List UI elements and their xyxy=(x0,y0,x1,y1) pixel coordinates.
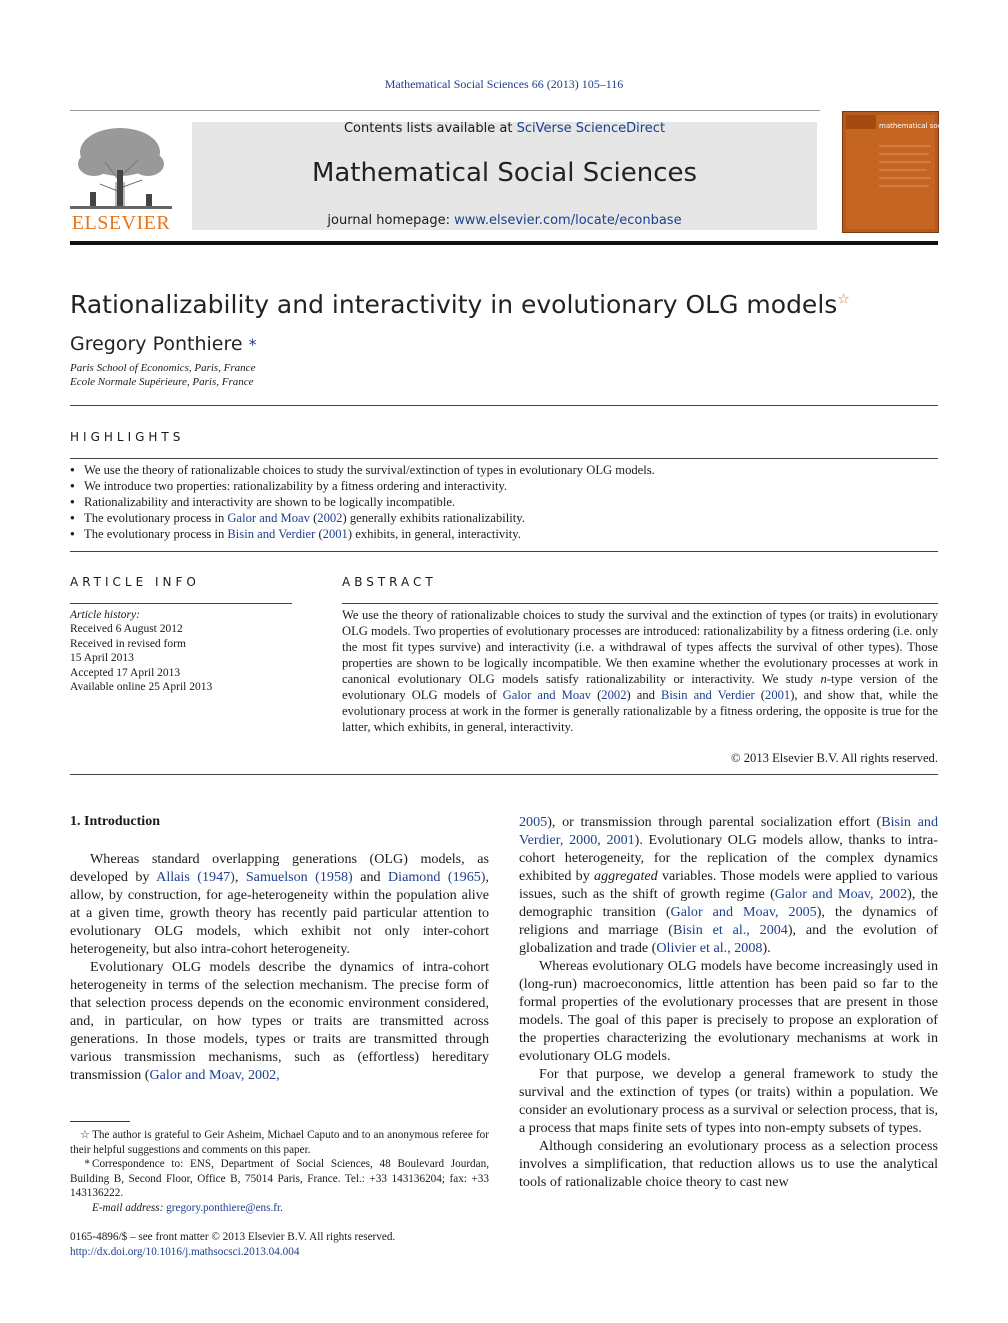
history-label: Article history: xyxy=(70,609,140,621)
header-thick-divider xyxy=(70,241,938,245)
highlight-item: ● The evolutionary process in Bisin and Verdier (2001) exhibits, in general, interactivity. xyxy=(70,526,938,542)
highlight-item: ● The evolutionary process in Galor and Moav (2002) generally exhibits rationalizability. xyxy=(70,510,938,526)
highlight-item: ● Rationalizability and interactivity are shown to be logically incompatible. xyxy=(70,494,938,510)
ref-galor-moav-year[interactable]: 2002 xyxy=(317,511,343,525)
star-footnote-marker[interactable]: ☆ xyxy=(837,291,850,308)
paragraph-text: ). xyxy=(762,940,771,956)
abstract-divider xyxy=(342,603,938,604)
journal-cover-thumbnail[interactable] xyxy=(842,111,982,233)
abstract-text-part: We use the theory of rationalizable choices to study the survival and the extinction of types (or traits) in evolutionary OLG models. Two properties of evolutionary processes are introduced: rationalizability by a fitness ordering (i.e. only the most fit types survive) and interactivity (i.e. a withdrawal of types affects the survival of other types). Those properties are shown to be logically incompatible. We then examine whether the evolutionary processes at work in canonical evolutionary OLG models satisfy rationalizability or interactivity. We study xyxy=(342,608,938,686)
body-column-left xyxy=(70,850,489,1084)
ref-bisin-verdier-year[interactable]: 2001 xyxy=(322,527,348,541)
contents-prefix: Contents lists available at xyxy=(343,121,517,136)
divider xyxy=(70,551,938,552)
highlight-item: ● We use the theory of rationalizable choices to study the survival/extinction of types in evolutionary OLG models. xyxy=(70,462,938,478)
paragraph xyxy=(70,958,489,1084)
homepage-prefix: journal homepage: xyxy=(327,213,455,228)
copyright-notice: © 2013 Elsevier B.V. All rights reserved. xyxy=(731,751,938,765)
footnote-text: Correspondence to: ENS, Department of Social Sciences, 48 Boulevard Jourdan, Building B, Second Floor, Office B, 75014 Paris, France. Tel.: +33 143136204; fax: +33 143136222. xyxy=(70,1158,489,1200)
ref-galor-moav[interactable]: Galor and Moav xyxy=(227,511,310,525)
footnote-marker: ☆ xyxy=(79,1129,90,1141)
sciencedirect-link[interactable]: SciVerse ScienceDirect xyxy=(516,121,666,136)
corresponding-author-marker[interactable]: * xyxy=(248,335,257,354)
abstract-italic-n: n xyxy=(820,672,827,686)
body-column-right xyxy=(519,813,938,1191)
paragraph-text: , allow, by construction, for age-heterogeneity within the population alive at a given time, growth theory has recently paid particular attention to evolutionary OLG models, which exhibit not only inter-cohort heterogeneity, but also intra-cohort heterogeneity. xyxy=(70,869,490,957)
history-line: Received 6 August 2012 xyxy=(70,623,183,636)
ref-allais[interactable]: Allais (1947) xyxy=(156,869,235,885)
paragraph-text: variables. Those models were applied to various issues, such as the shift of growth regime ( xyxy=(519,868,938,902)
history-line: 15 April 2013 xyxy=(70,652,134,665)
highlight-text: generally exhibits rationalizability. xyxy=(346,511,525,525)
journal-reference[interactable]: Mathematical Social Sciences 66 (2013) 105–116 xyxy=(384,77,624,91)
author-name xyxy=(70,333,257,355)
paragraph: Although considering an evolutionary process as a selection process involves a simplification, that reduction allows us to use the analytical tools of rationalizable choice theory to cast new xyxy=(519,1138,938,1190)
paragraph-text: and xyxy=(352,869,388,885)
paragraph: For that purpose, we develop a general framework to study the survival and the extinction of types (or traits) within a population. We consider an evolutionary process as a survival or selection process, that is, a process that maps finite sets of types into non-empty subsets of types. xyxy=(519,1066,938,1136)
paragraph-text: ), the demographic transition ( xyxy=(519,886,938,920)
author-email-link[interactable]: gregory.ponthiere@ens.fr xyxy=(166,1201,281,1214)
abstract-text-part: and xyxy=(630,688,661,702)
paragraph-text: ). Evolutionary OLG models allow, thanks to intra-cohort heterogeneity, for the replication of the complex dynamics exhibited by xyxy=(519,832,938,884)
paragraph-text: Evolutionary OLG models describe the dynamics of intra-cohort heterogeneity in terms of the selection mechanism. The precise form of that selection process depends on the economic environment considered, and, in particular, on how types or traits are transmitted across generations. In those models, types or traits are transmitted through various transmission mechanisms, such as (effortless) hereditary transmission ( xyxy=(70,959,489,1083)
footnote-text: The author is grateful to Geir Asheim, Michael Caputo and to an anonymous referee for their helpful suggestions and comments on this paper. xyxy=(70,1129,489,1156)
author-name-text: Gregory Ponthiere xyxy=(70,333,243,355)
ref-galor-moav-2005[interactable]: 2005 xyxy=(519,814,548,830)
history-line: Accepted 17 April 2013 xyxy=(70,666,181,679)
divider xyxy=(70,774,938,775)
footnote-1 xyxy=(70,1128,489,1157)
footnote-2 xyxy=(70,1157,489,1201)
ref-bisin-verdier-year[interactable]: 2001 xyxy=(765,688,791,702)
ref-galor-moav[interactable]: Galor and Moav xyxy=(502,688,592,702)
ref-galor-moav-2002[interactable]: Galor and Moav, 2002, xyxy=(149,1067,280,1083)
abstract-heading: ABSTRACT xyxy=(342,575,437,589)
footnote-marker: * xyxy=(84,1158,90,1171)
ref-bisin-et-al[interactable]: Bisin et al., 2004 xyxy=(672,922,788,938)
ref-bisin-verdier[interactable]: Bisin and Verdier xyxy=(227,527,316,541)
history-line: Received in revised form xyxy=(70,637,186,650)
affiliation-2: Ecole Normale Supérieure, Paris, France xyxy=(70,376,254,388)
footnotes xyxy=(70,1128,489,1216)
ref-galor-moav-2002[interactable]: Galor and Moav, 2002 xyxy=(774,886,908,902)
paragraph: Whereas standard overlapping generations (OLG) models, as developed by Allais (1947), Samuelson (1958) and Diamond (1965), allow, by construction, for age-heterogeneity within the population alive at a given time, growth theory has recently paid particular attention to evolutionary OLG models, which exhibit not only inter-cohort heterogeneity, but also intra-cohort heterogeneity. xyxy=(70,851,490,957)
paragraph-text: Whereas standard overlapping generations (OLG) models, as developed by xyxy=(70,851,489,885)
contents-line xyxy=(192,121,817,136)
ref-samuelson[interactable]: Samuelson (1958) xyxy=(245,869,353,885)
abstract-text-part: -type version of the evolutionary OLG models of xyxy=(342,672,938,702)
highlight-text: exhibits, in general, interactivity. xyxy=(352,527,521,541)
highlight-text: The evolutionary process in xyxy=(84,511,228,525)
doi-link[interactable]: http://dx.doi.org/10.1016/j.mathsocsci.2013.04.004 xyxy=(70,1245,300,1258)
highlights-list xyxy=(70,462,938,542)
italic-text: aggregated xyxy=(594,868,658,884)
section-heading-introduction: 1. Introduction xyxy=(70,814,160,829)
ref-galor-moav-year[interactable]: 2002 xyxy=(601,688,627,702)
abstract-text-part: , and show that, while the evolutionary process at work in the former is generally rationalizable by a fitness ordering, the opposite is true for the latter, which exhibits, in general, interactivity. xyxy=(342,688,939,734)
highlight-text: The evolutionary process in xyxy=(84,527,228,541)
homepage-link[interactable]: www.elsevier.com/locate/econbase xyxy=(454,213,682,228)
footnote-email: E-mail address: gregory.ponthiere@ens.fr. xyxy=(92,1201,283,1214)
email-label: E-mail address: xyxy=(92,1201,164,1214)
history-line: Available online 25 April 2013 xyxy=(70,681,213,694)
journal-title: Mathematical Social Sciences xyxy=(311,158,698,188)
highlights-divider xyxy=(70,458,938,459)
highlights-heading: HIGHLIGHTS xyxy=(70,430,185,444)
top-divider xyxy=(70,110,820,111)
highlight-item: ● We introduce two properties: rationalizability by a fitness ordering and interactivity. xyxy=(70,478,938,494)
paragraph-text: ), or transmission through parental socialization effort ( xyxy=(547,814,882,830)
elsevier-wordmark: ELSEVIER xyxy=(71,212,171,234)
footnote-divider xyxy=(70,1121,130,1122)
homepage-line xyxy=(192,213,817,228)
issn-line: 0165-4896/$ – see front matter © 2013 Elsevier B.V. All rights reserved. xyxy=(70,1231,396,1243)
paragraph-text: ), and the evolution of globalization and trade ( xyxy=(519,922,938,956)
paragraph: Whereas evolutionary OLG models have become increasingly used in (long-run) macroeconomics, little attention has been paid so far to the formal properties of the evolutionary processes that are present in those models. The goal of this paper is precisely to propose an exploration of the properties characterizing the evolutionary mechanisms at work in evolutionary OLG models. xyxy=(519,958,938,1064)
ref-diamond[interactable]: Diamond (1965) xyxy=(388,869,486,885)
ref-galor-moav-2005[interactable]: Galor and Moav, 2005 xyxy=(670,904,817,920)
paragraph-text: ), the dynamics of religions and marriage ( xyxy=(519,904,938,938)
cover-image-icon xyxy=(843,112,982,232)
abstract-text: We use the theory of rationalizable choices to study the survival and the extinction of types (or traits) in evolutionary OLG models. Two properties of evolutionary processes are introduced: rationalizability by a fitness ordering (i.e. only the most fit types survive) and interactivity (i.e. a withdrawal of types affects the survival of other types). Those properties are shown to be logically incompatible. We then examine whether the evolutionary processes at work in canonical evolutionary OLG models satisfy rationalizability or interactivity. We study n-type version of the evolutionary OLG models of Galor and Moav (2002) and Bisin and Verdier (2001), and show that, while the evolutionary process at work in the former is generally rationalizable by a fitness ordering, the opposite is true for the latter, which exhibits, in general, interactivity. xyxy=(342,608,939,734)
ref-bisin-verdier[interactable]: Bisin and Verdier, 2000, 2001 xyxy=(519,814,938,848)
cover-title: mathematical social sciences xyxy=(879,122,982,130)
ref-olivier-et-al[interactable]: Olivier et al., 2008 xyxy=(656,940,763,956)
article-info-divider xyxy=(70,603,292,604)
article-info-heading: ARTICLE INFO xyxy=(70,575,200,589)
divider xyxy=(70,405,938,406)
issn-and-doi xyxy=(70,1230,395,1259)
paper-title-text: Rationalizability and interactivity in evolutionary OLG models xyxy=(70,290,838,319)
paragraph xyxy=(519,813,938,957)
ref-bisin-verdier[interactable]: Bisin and Verdier xyxy=(661,688,755,702)
affiliation-1: Paris School of Economics, Paris, France xyxy=(70,362,256,374)
article-history xyxy=(70,608,300,694)
paper-title xyxy=(70,290,850,319)
